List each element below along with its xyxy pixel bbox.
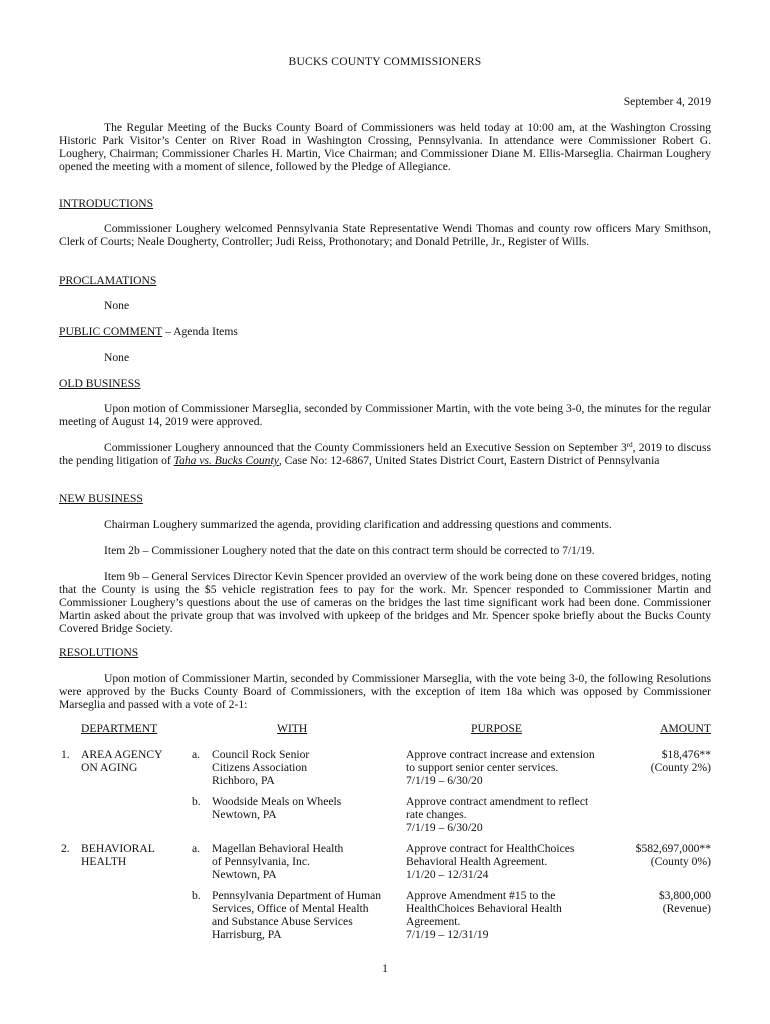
old-business-minutes: Upon motion of Commissioner Marseglia, seconded by Commissioner Martin, with the vote being 3-0, the minutes for the regular meeting of August 14, 2019 were approved. (59, 402, 711, 429)
purpose-line: Approve contract amendment to reflect (406, 795, 589, 808)
purpose-line: 7/1/19 – 6/30/20 (406, 774, 483, 788)
with-line: and Substance Abuse Services (212, 915, 353, 929)
with-cell (212, 795, 392, 821)
new-business-item-2b: Item 2b – Commissioner Loughery noted that the date on this contract term should be corrected to 7/1/19. (104, 544, 595, 557)
amount-funding-note: (County 2%) (650, 761, 711, 775)
with-cell (212, 748, 392, 787)
exec-session-superscript: rd (626, 441, 633, 449)
proclamations-heading: PROCLAMATIONS (59, 274, 157, 287)
with-cell (212, 889, 392, 941)
purpose-line: 7/1/19 – 6/30/20 (406, 821, 483, 835)
purpose-cell (406, 842, 621, 881)
department-line: AREA AGENCY (81, 748, 163, 761)
item-letter: b. (192, 795, 201, 808)
item-letter: a. (192, 842, 201, 855)
department-line: BEHAVIORAL (81, 842, 155, 855)
amount-value: $18,476** (661, 748, 711, 761)
document-title: BUCKS COUNTY COMMISSIONERS (288, 55, 482, 68)
purpose-cell (406, 795, 621, 834)
with-line: Newtown, PA (212, 868, 277, 882)
resolutions-text: Upon motion of Commissioner Martin, seconded by Commissioner Marseglia, with the vote being 3-0, the following Resolutions were approved by the Bucks County Board of Commissioners, with the exception of item 18a which was opposed by Commissioner Marseglia and passed with a vote of 2-1: (59, 672, 711, 712)
with-line: Pennsylvania Department of Human (212, 889, 382, 902)
with-line: of Pennsylvania, Inc. (212, 855, 310, 869)
department-cell (81, 748, 191, 774)
column-header-with: WITH (277, 722, 308, 735)
purpose-line: Approve contract increase and extension (406, 748, 595, 761)
with-line: Newtown, PA (212, 808, 277, 822)
department-line: HEALTH (81, 855, 127, 869)
department-line: ON AGING (81, 761, 138, 775)
with-line: Richboro, PA (212, 774, 275, 788)
with-line: Council Rock Senior (212, 748, 310, 761)
purpose-line: 1/1/20 – 12/31/24 (406, 868, 489, 882)
public-comment-text: None (104, 351, 130, 364)
amount-cell (601, 889, 711, 915)
old-business-executive-session (59, 441, 711, 467)
new-business-item-9b: Item 9b – General Services Director Kevin Spencer provided an overview of the work being done on these covered bridges, noting that the County is using the $5 vehicle registration fees to pay for the work. Mr. Spencer responded to Commissioner Martin and Commissioner Loughery’s questions about the use of cameras on the bridges the last time significant work had been done. Commissioner Martin asked about the private group that was involved with upkeep of the bridges and Mr. Spencer spoke briefly about the Bucks County Covered Bridge Society. (59, 570, 711, 636)
with-line: Magellan Behavioral Health (212, 842, 344, 855)
new-business-agenda: Chairman Loughery summarized the agenda, providing clarification and addressing questions and comments. (104, 518, 612, 531)
introductions-text: Commissioner Loughery welcomed Pennsylvania State Representative Wendi Thomas and county row officers Mary Smithson, Clerk of Courts; Neale Dougherty, Controller; Judi Reiss, Prothonotary; and Donald Petrille, Jr., Register of Wills. (59, 222, 711, 249)
introductions-heading: INTRODUCTIONS (59, 197, 154, 210)
public-comment-line (59, 325, 238, 338)
page-number: 1 (382, 962, 388, 975)
purpose-line: Behavioral Health Agreement. (406, 855, 548, 869)
purpose-line: HealthChoices Behavioral Health (406, 902, 562, 916)
exec-session-text-c: , Case No: 12-6867, United States District Court, Eastern District of Pennsylvania (278, 454, 660, 468)
row-number: 1. (61, 748, 70, 761)
purpose-cell (406, 889, 621, 941)
column-header-amount: AMOUNT (660, 722, 711, 735)
intro-paragraph: The Regular Meeting of the Bucks County Board of Commissioners was held today at 10:00 am, at the Washington Crossing Historic Park Visitor’s Center on River Road in Washington Crossing, Pennsylvania. In attendance were Commissioner Robert G. Loughery, Chairman; Commissioner Charles H. Martin, Vice Chairman; and Commissioner Diane M. Ellis-Marseglia. Chairman Loughery opened the meeting with a moment of silence, followed by the Pledge of Allegiance. (59, 121, 711, 174)
with-line: Services, Office of Mental Health (212, 902, 369, 916)
amount-value: $3,800,000 (658, 889, 711, 902)
old-business-heading: OLD BUSINESS (59, 377, 141, 390)
with-line: Woodside Meals on Wheels (212, 795, 342, 808)
purpose-line: Approve Amendment #15 to the (406, 889, 556, 902)
column-header-purpose: PURPOSE (471, 722, 522, 735)
row-number: 2. (61, 842, 70, 855)
amount-cell (601, 842, 711, 868)
public-comment-suffix: – Agenda Items (162, 325, 238, 338)
amount-value: $582,697,000** (635, 842, 711, 855)
amount-funding-note: (Revenue) (662, 902, 711, 916)
department-cell (81, 842, 191, 868)
item-letter: a. (192, 748, 201, 761)
new-business-heading: NEW BUSINESS (59, 492, 143, 505)
case-name: Taha vs. Bucks County (173, 454, 279, 468)
purpose-line: 7/1/19 – 12/31/19 (406, 928, 489, 942)
item-letter: b. (192, 889, 201, 902)
proclamations-text: None (104, 299, 130, 312)
meeting-date: September 4, 2019 (623, 95, 711, 108)
purpose-line: Agreement. (406, 915, 461, 929)
resolutions-table-header (59, 722, 711, 736)
with-line: Citizens Association (212, 761, 307, 775)
purpose-line: Approve contract for HealthChoices (406, 842, 575, 855)
amount-cell (601, 748, 711, 774)
purpose-line: rate changes. (406, 808, 467, 822)
exec-session-text-b: , 2019 to discuss the pending litigation of (59, 441, 711, 468)
column-header-department: DEPARTMENT (81, 722, 158, 735)
purpose-cell (406, 748, 621, 787)
purpose-line: to support senior center services. (406, 761, 559, 775)
with-line: Harrisburg, PA (212, 928, 282, 942)
exec-session-text-a: Commissioner Loughery announced that the County Commissioners held an Executive Session on September 3 (104, 441, 627, 454)
with-cell (212, 842, 392, 881)
public-comment-heading: PUBLIC COMMENT (59, 325, 163, 338)
amount-funding-note: (County 0%) (650, 855, 711, 869)
resolutions-heading: RESOLUTIONS (59, 646, 139, 659)
